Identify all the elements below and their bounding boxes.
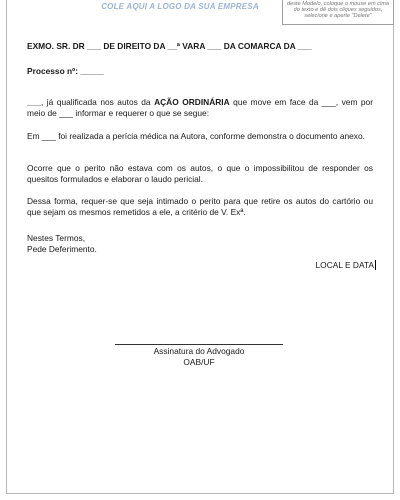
oab-label: OAB/UF bbox=[183, 357, 215, 367]
signature-block[interactable] bbox=[115, 346, 283, 368]
paragraph-request[interactable]: Dessa forma, requer-se que seja intimado o perito para que retire os autos do cartório ou que sejam os mesmos remetidos a ele, a critério de V. Exª. bbox=[27, 196, 373, 217]
paragraph-introduction[interactable] bbox=[27, 97, 373, 119]
local-date-field[interactable] bbox=[316, 260, 376, 270]
closing-block[interactable] bbox=[27, 233, 373, 255]
logo-placeholder[interactable]: COLE AQUI A LOGO DA SUA EMPRESA bbox=[101, 2, 259, 11]
paragraph-medical-exam[interactable]: Em ___ foi realizada a perícia médica na Autora, conforme demonstra o documento anexo. bbox=[27, 131, 365, 141]
process-label: Processo nº: bbox=[27, 66, 78, 76]
intro-text-after: que move em face da ___, vem por meio de ___ informar e requerer o que se segue: bbox=[27, 97, 374, 118]
intro-text-before: , já qualificada nos autos da bbox=[40, 97, 155, 107]
process-value: _____ bbox=[78, 66, 104, 76]
court-header[interactable]: EXMO. SR. DR ___ DE DIREITO DA __ª VARA ___ DA COMARCA DA ___ bbox=[27, 41, 312, 51]
local-date-text: LOCAL E DATA bbox=[315, 260, 374, 270]
signature-line bbox=[115, 344, 283, 345]
process-number-line[interactable] bbox=[27, 66, 104, 77]
action-name: AÇÃO ORDINÁRIA bbox=[154, 97, 230, 107]
party-blank: ___ bbox=[27, 97, 41, 107]
closing-line-2: Pede Deferimento. bbox=[27, 244, 97, 254]
paragraph-expert-issue[interactable]: Ocorre que o perito não estava com os autos, o que o impossibilitou de responder os quesitos formulados e elaborar o laudo pericial. bbox=[27, 163, 373, 184]
signature-label: Assinatura do Advogado bbox=[153, 346, 245, 356]
text-cursor bbox=[375, 260, 376, 270]
closing-line-1: Nestes Termos, bbox=[27, 233, 86, 243]
instruction-note-box[interactable]: deste Modelo, coloque o mouse em cima do texto e dê dois cliques seguidos, selecione e aperte "Delete" bbox=[282, 0, 394, 25]
